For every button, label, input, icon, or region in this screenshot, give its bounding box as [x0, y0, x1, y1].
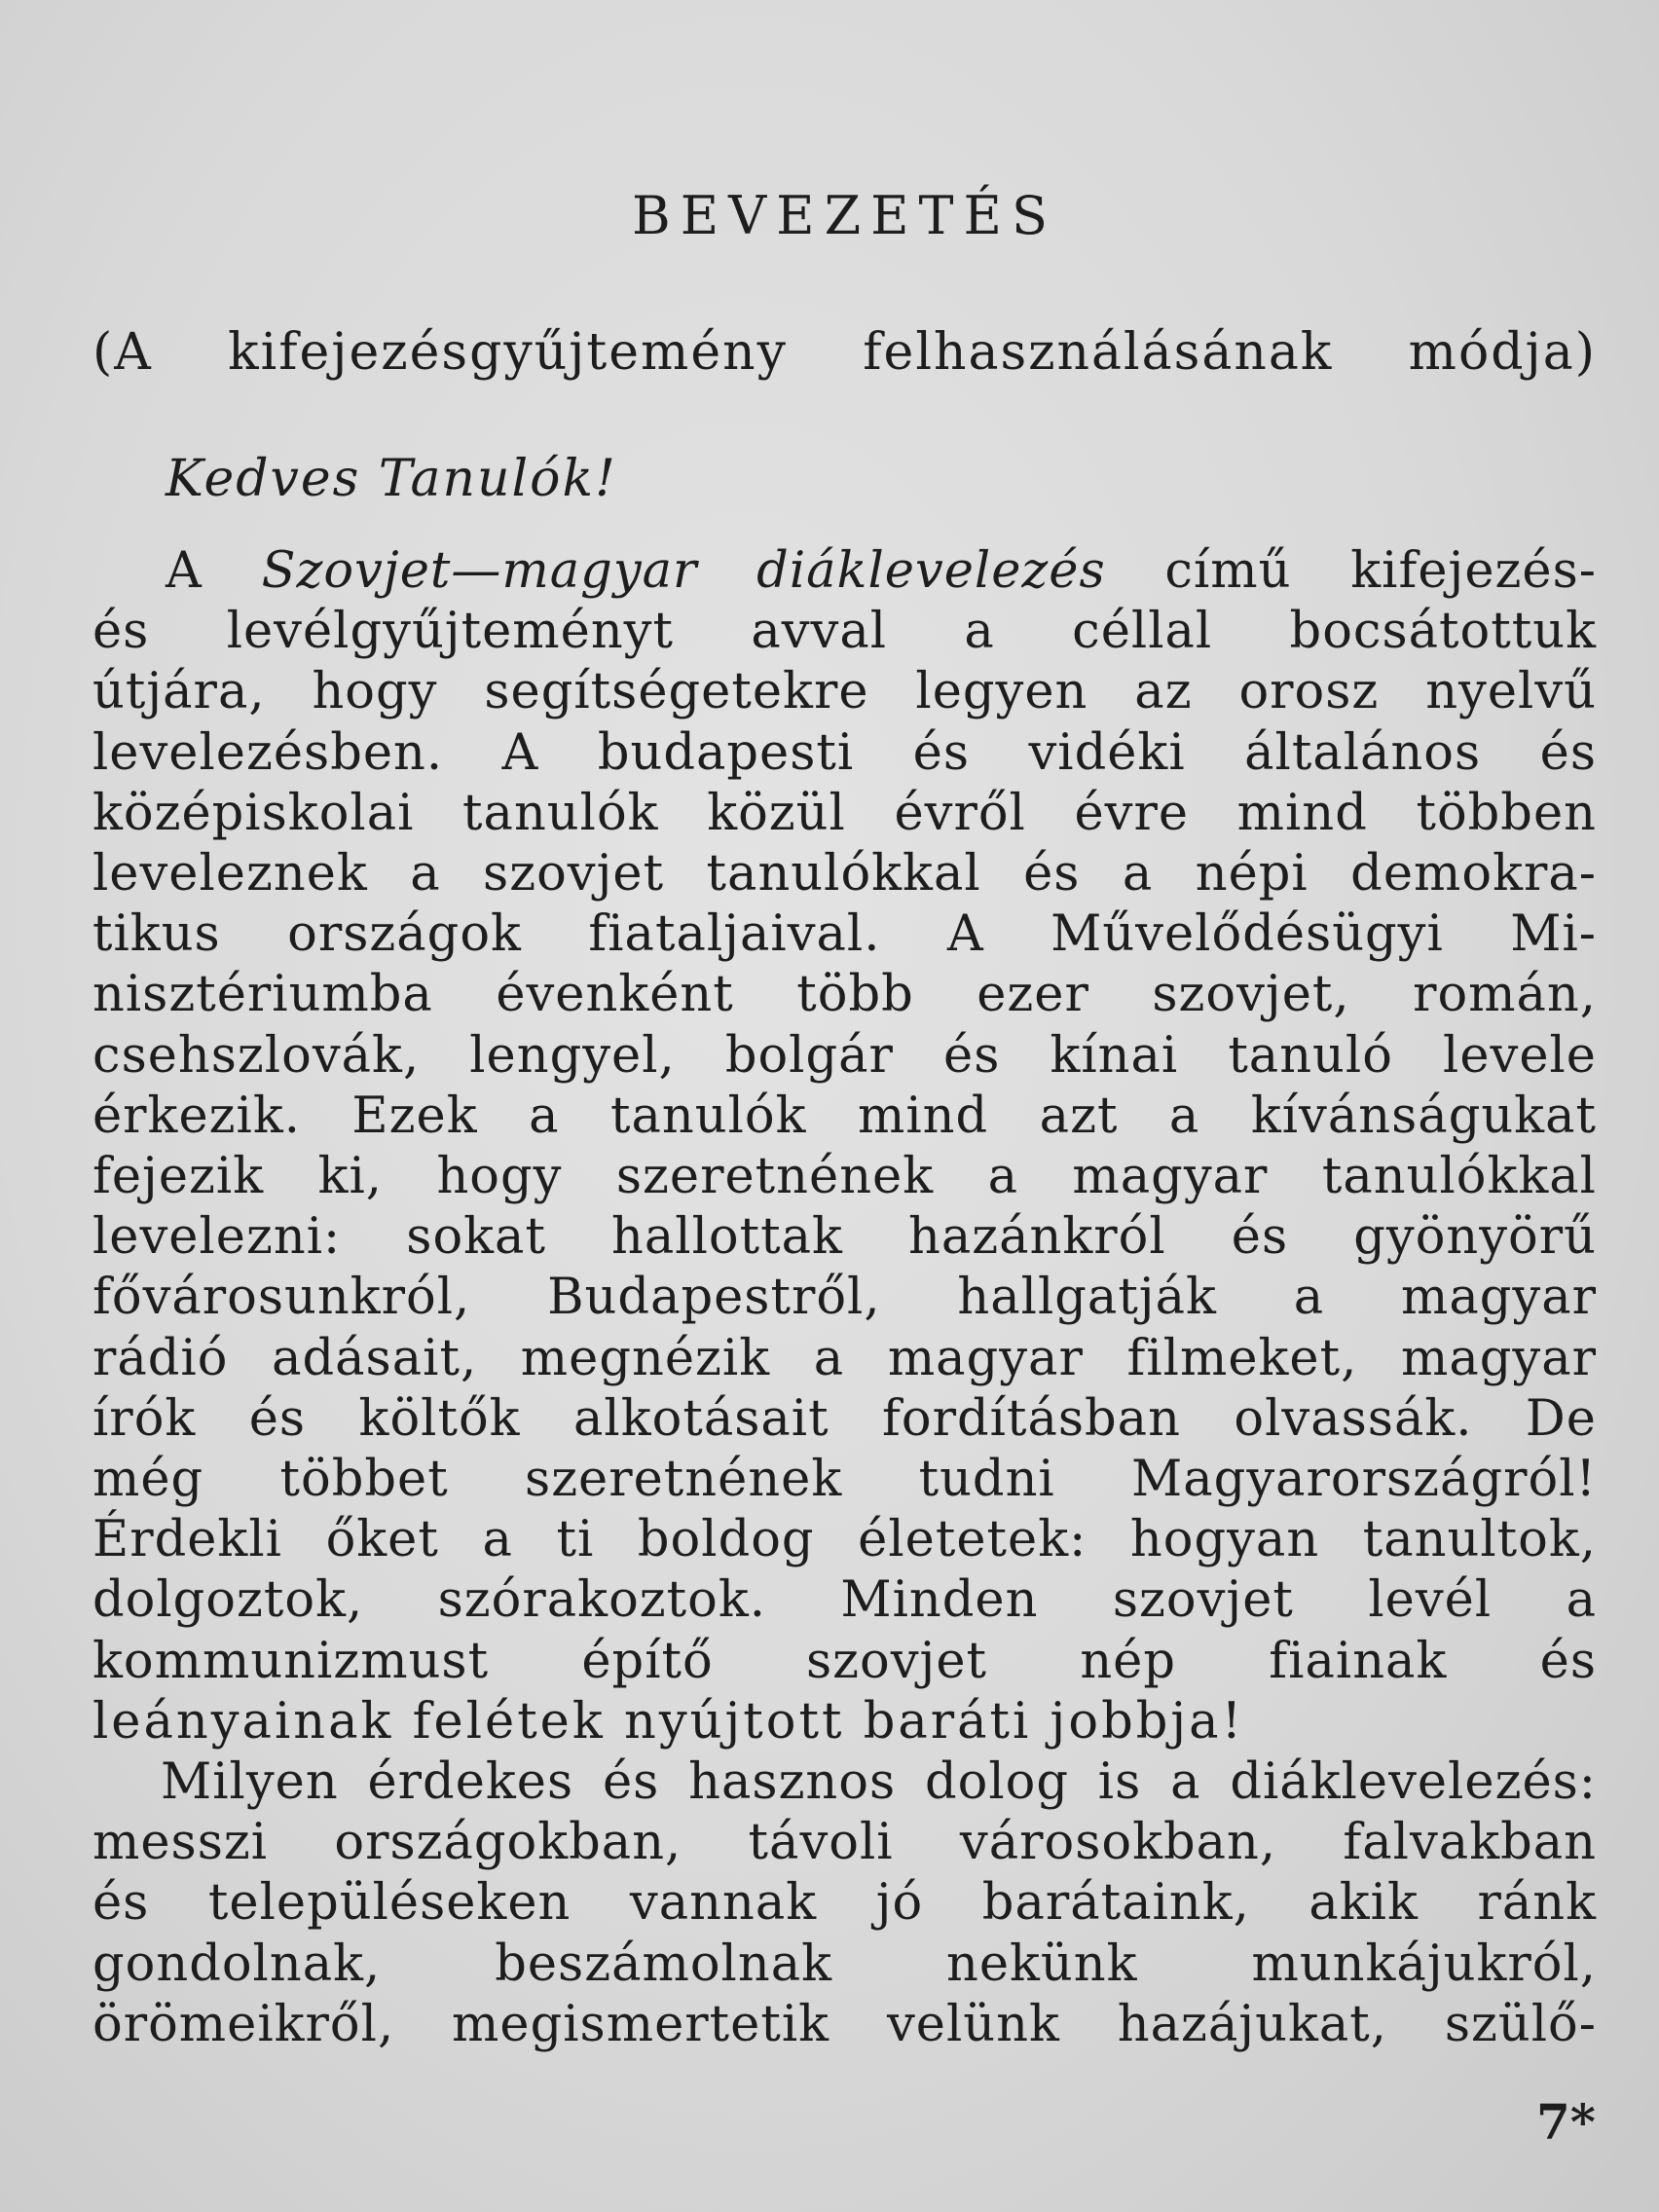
- text-line: középiskolai tanulók közül évről évre mind többen: [92, 784, 1597, 842]
- text-line: nisztériumba évenként több ezer szovjet, román,: [92, 966, 1597, 1024]
- book-title: Szovjet—magyar diáklevelezés: [261, 542, 1106, 600]
- greeting-line: Kedves Tanulók!: [166, 450, 617, 508]
- text-line: leányainak felétek nyújtott baráti jobbja!: [92, 1692, 1245, 1751]
- text-line: fővárosunkról, Budapestről, hallgatják a magyar: [92, 1269, 1597, 1327]
- text-line: kommunizmust építő szovjet nép fiainak és: [92, 1632, 1597, 1690]
- text-line: messzi országokban, távoli városokban, falvakban: [92, 1814, 1597, 1872]
- text-line: írók és költők alkotásait fordításban olvassák. De: [92, 1389, 1597, 1448]
- body-text: [92, 541, 1597, 2055]
- text-line: és településeken vannak jó barátaink, akik ránk: [92, 1874, 1597, 1933]
- text-line-intro: [92, 541, 1597, 602]
- chapter-subheading: (A kifejezésgyűjtemény felhasználásának módja): [92, 323, 1597, 382]
- text-line: még többet szeretnének tudni Magyarországról!: [92, 1451, 1597, 1509]
- text-line: útjára, hogy segítségetekre legyen az orosz nyelvű: [92, 663, 1597, 721]
- text-line: dolgoztok, szórakoztok. Minden szovjet levél a: [92, 1571, 1597, 1630]
- intro-rest: című kifejezés-: [1105, 542, 1597, 600]
- chapter-heading: BEVEZETÉS: [632, 185, 1057, 246]
- text-line: és levélgyűjteményt avval a céllal bocsátottuk: [92, 603, 1597, 661]
- intro-indent: A: [166, 542, 262, 600]
- text-line: Érdekli őket a ti boldog életetek: hogyan tanultok,: [92, 1511, 1597, 1569]
- text-line: leveleznek a szovjet tanulókkal és a népi demokra-: [92, 845, 1597, 903]
- text-line: örömeikről, megismertetik velünk hazájukat, szülő-: [92, 1995, 1597, 2053]
- text-line: Milyen érdekes és hasznos dolog is a diáklevelezés:: [161, 1753, 1597, 1812]
- text-line: gondolnak, beszámolnak nekünk munkájukról,: [92, 1935, 1597, 1993]
- text-line: rádió adásait, megnézik a magyar filmeket, magyar: [92, 1329, 1597, 1387]
- text-line: fejezik ki, hogy szeretnének a magyar tanulókkal: [92, 1148, 1597, 1206]
- page-number: 7*: [1536, 2093, 1596, 2151]
- text-line: levelezni: sokat hallottak hazánkról és gyönyörű: [92, 1208, 1597, 1267]
- text-line: csehszlovák, lengyel, bolgár és kínai tanuló levele: [92, 1026, 1597, 1085]
- text-line: tikus országok fiataljaival. A Művelődésügyi Mi-: [92, 905, 1597, 964]
- text-line: levelezésben. A budapesti és vidéki általános és: [92, 723, 1597, 782]
- text-line: érkezik. Ezek a tanulók mind azt a kívánságukat: [92, 1087, 1597, 1145]
